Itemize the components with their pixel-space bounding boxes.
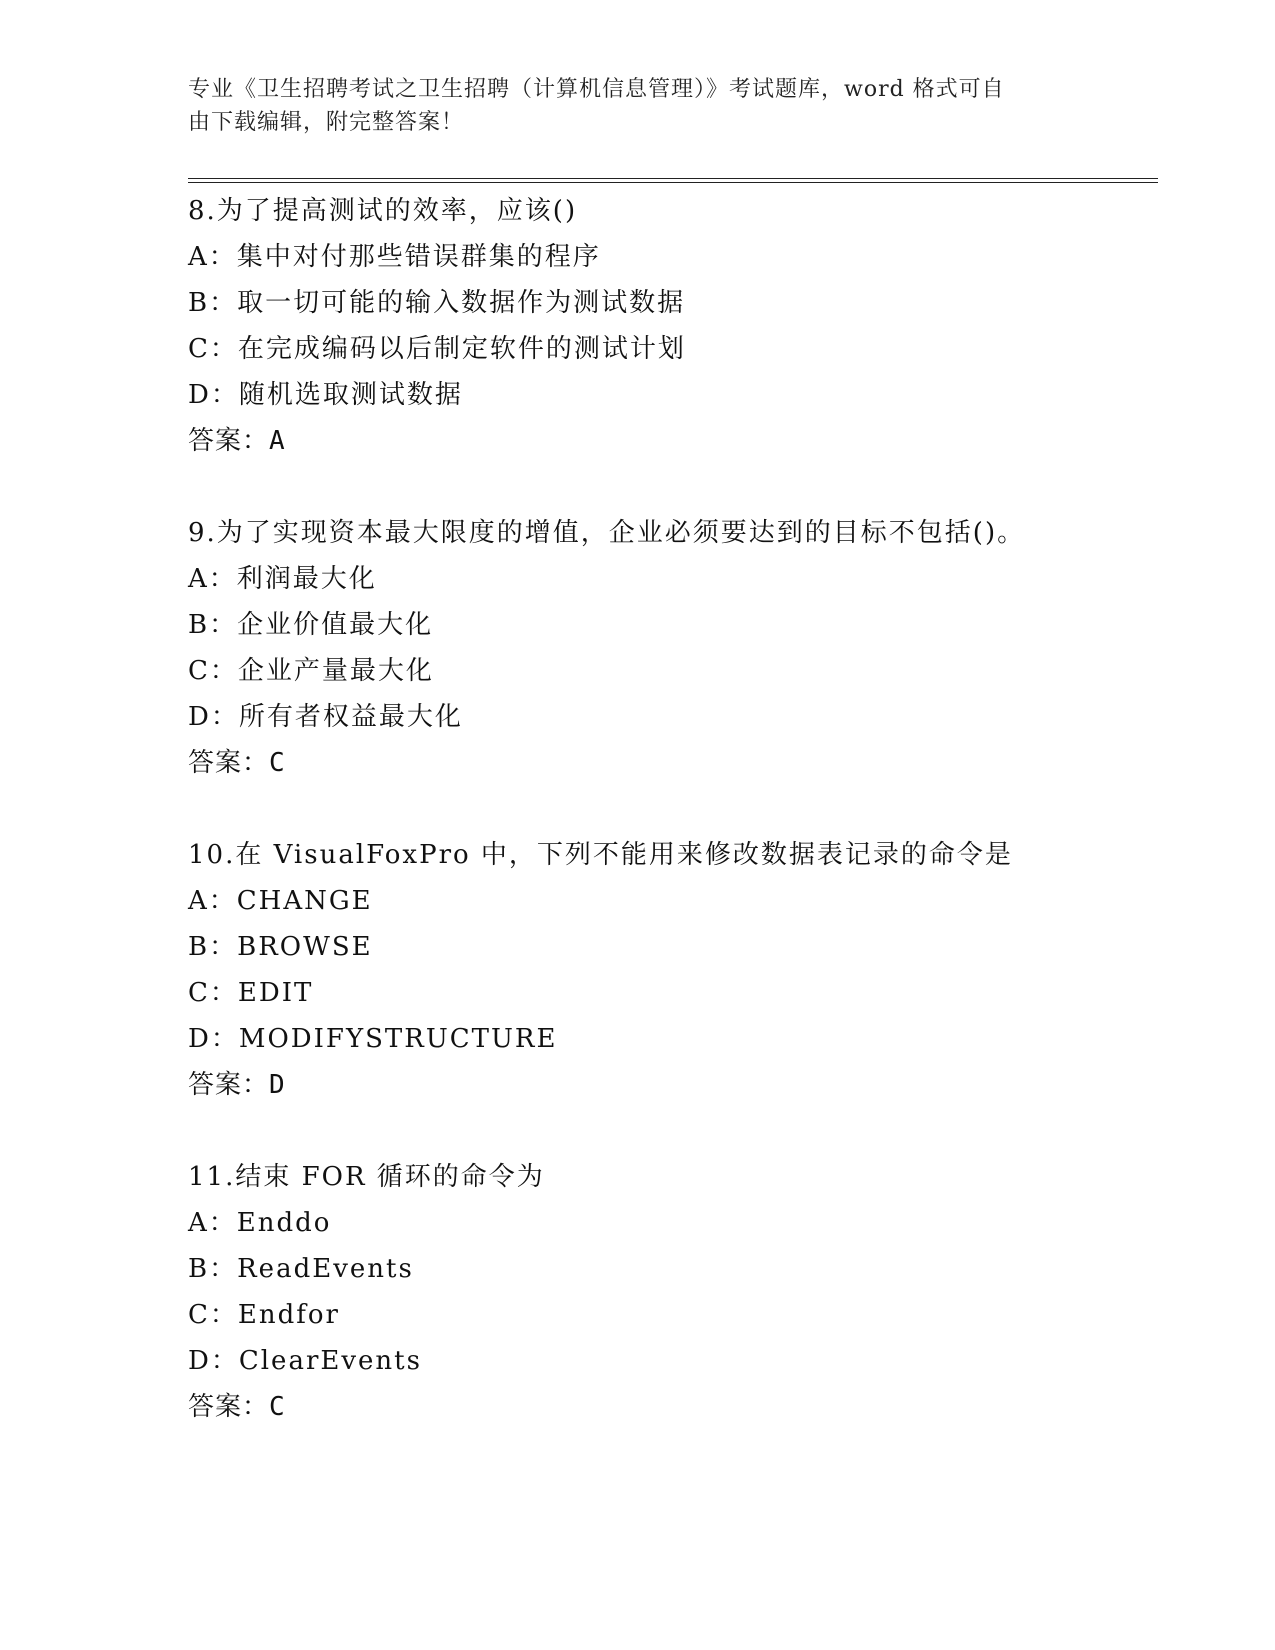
option-b: B：取一切可能的输入数据作为测试数据 xyxy=(188,288,686,318)
option-a: A：集中对付那些错误群集的程序 xyxy=(188,242,601,272)
answer-value: A xyxy=(269,426,286,456)
question-stem: 9.为了实现资本最大限度的增值，企业必须要达到的目标不包括()。 xyxy=(188,518,1026,548)
answer-line xyxy=(188,418,1178,464)
question-stem: 11.结束 FOR 循环的命令为 xyxy=(188,1162,545,1192)
answer-value: D xyxy=(269,1070,286,1100)
option-b: B：企业价值最大化 xyxy=(188,610,434,640)
option-a: A：CHANGE xyxy=(188,886,373,916)
option-c: C：企业产量最大化 xyxy=(188,656,434,686)
answer-line xyxy=(188,740,1178,786)
answer-label: 答案： xyxy=(188,1070,270,1100)
answer-label: 答案： xyxy=(188,1392,270,1422)
option-b: B：ReadEvents xyxy=(188,1254,414,1284)
header-divider xyxy=(188,178,1158,183)
option-a: A：Enddo xyxy=(188,1208,332,1238)
answer-label: 答案： xyxy=(188,748,270,778)
answer-value: C xyxy=(269,1392,286,1422)
option-d: D：ClearEvents xyxy=(188,1346,422,1376)
option-b: B：BROWSE xyxy=(188,932,373,962)
answer-line xyxy=(188,1384,1178,1430)
option-c: C：Endfor xyxy=(188,1300,340,1330)
question-stem: 8.为了提高测试的效率，应该() xyxy=(188,196,578,226)
answer-label: 答案： xyxy=(188,426,270,456)
header-line-1: 专业《卫生招聘考试之卫生招聘（计算机信息管理）》考试题库，word 格式可自 xyxy=(188,77,1005,102)
answer-value: C xyxy=(269,748,286,778)
option-a: A：利润最大化 xyxy=(188,564,377,594)
question-11 xyxy=(188,1154,1178,1430)
question-10 xyxy=(188,832,1178,1108)
option-d: D：随机选取测试数据 xyxy=(188,380,463,410)
question-list xyxy=(188,188,1178,1476)
option-c: C：在完成编码以后制定软件的测试计划 xyxy=(188,334,686,364)
question-8 xyxy=(188,188,1178,464)
document-header xyxy=(188,73,1068,139)
answer-line xyxy=(188,1062,1178,1108)
option-d: D：所有者权益最大化 xyxy=(188,702,463,732)
option-d: D：MODIFYSTRUCTURE xyxy=(188,1024,558,1054)
option-c: C：EDIT xyxy=(188,978,314,1008)
header-line-2: 由下载编辑，附完整答案！ xyxy=(188,110,465,135)
question-9 xyxy=(188,510,1178,786)
question-stem: 10.在 VisualFoxPro 中，下列不能用来修改数据表记录的命令是 xyxy=(188,840,1013,870)
